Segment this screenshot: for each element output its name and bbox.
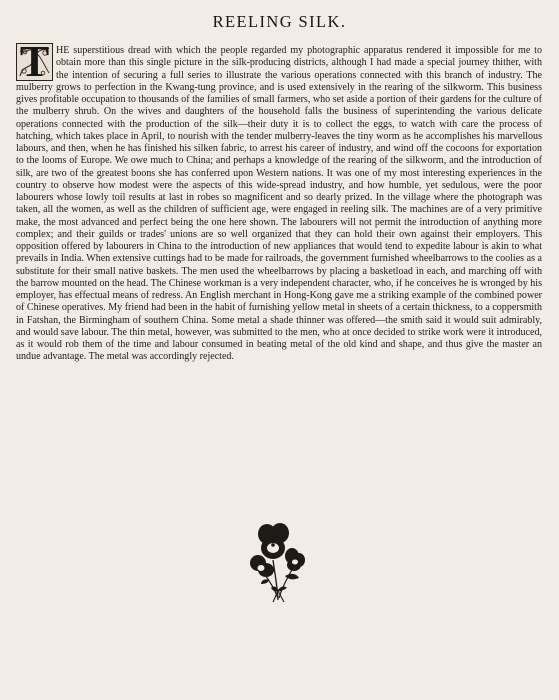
- pansy-bouquet-icon: [247, 518, 311, 609]
- decorative-drop-cap: [16, 37, 53, 86]
- body-paragraph: [16, 37, 542, 364]
- page-title: REELING SILK.: [212, 12, 347, 31]
- drop-cap-letter: T: [19, 37, 50, 86]
- body-text: HE superstitious dread with which the people regarded my photographic apparatus rendered it impossible for me to obtain more than this single picture in the silk-producing districts, although I had made a special journey thither, with the intention of securing a full series to illustrate the various operations connected with this branch of industry. The mulberry grows to perfection in the Kwang-tung province, and is used extensively in the rearing of the silkworm. This business gives profitable occupation to thousands of the families of small farmers, who set aside a portion of their gardens for the culture of the mulberry shrub. On the wives and daughters of the household falls the business of superintending the various delicate operations connected with the production of the silk—their duty it is to collect the eggs, to watch with care the process of hatching, which takes place in April, to nourish with the tender mulberry-leaves the tiny worm as he accomplishes his marvellous labours, and then, when he has finished his silken fabric, to arrest his career of industry, and wind off the cocoons for exportation to the looms of Europe. We owe much to China; and perhaps a knowledge of the rearing of the silkworm, and the introduction of silk, are two of the greatest boons she has conferred upon Western nations. It was one of my most interesting experiences in the country to observe how modest were the aspects of this wide-spread industry, and how humble, yet sedulous, were the poor labourers whose lowly toil results at last in robes so magnificent and so dearly prized. In the village where the photograph was taken, all the women, as well as the children of sufficient age, were engaged in reeling silk. The machines are of a very primitive make, the most advanced and perfect being the one here shown. The labourers will not permit the introduction of anything more complex; and their guilds or trades' unions are so well organized that they can hold their own against their employers. This opposition offered by labourers in China to the introduction of new appliances that would tend to expedite labour is akin to what prevails in India. When extensive cuttings had to be made for railroads, the government furnished wheelbarrows to the coolies as a substitute for their small native baskets. The men used the wheelbarrows by placing a basketload in each, and marching off with the barrow mounted on the head. The Chinese workman is a very independent character, who, if he conceives he is wronged by his employer, has effectual means of redress. An English merchant in Hong-Kong gave me a striking example of the combined power of Chinese operatives. My friend had been in the habit of furnishing yellow metal in sheets of a certain thickness, to a coppersmith in Fatshan, the Birmingham of southern China. Some metal a shade thinner was offered—the smith said it would suit admirably, and would save labour. The thin metal, however, was submitted to the men, who at once decided to strike work were it introduced, as it would rob them of the time and labour consumed in beating metal of the old kind and shape, and thus give the master an undue advantage. The metal was accordingly rejected.: [16, 45, 542, 363]
